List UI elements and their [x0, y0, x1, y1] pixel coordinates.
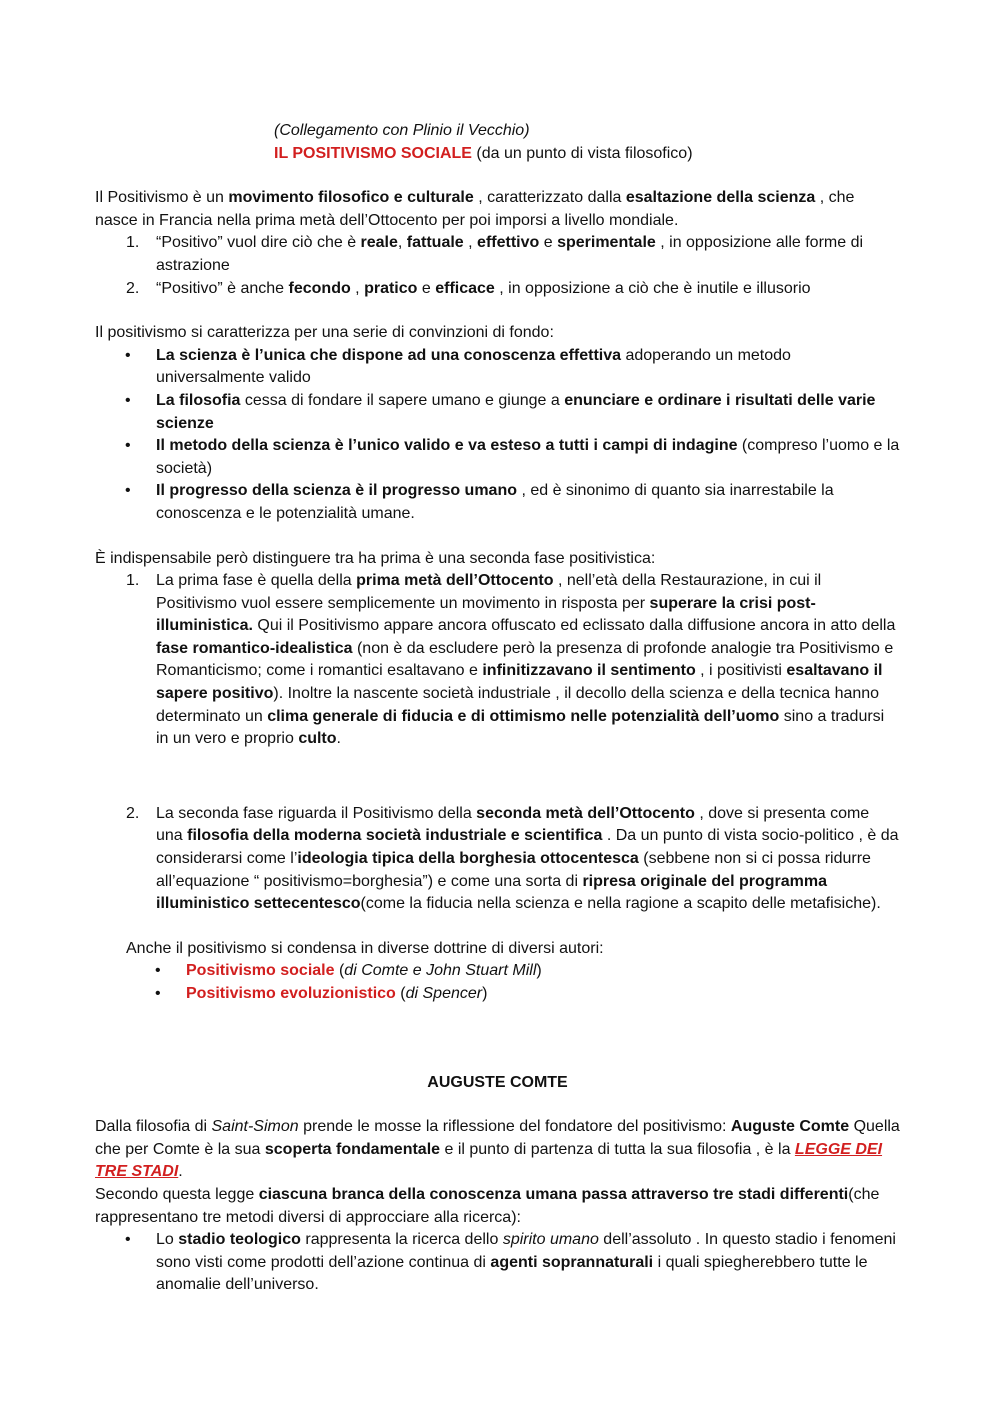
positivo-list [95, 232, 900, 300]
doctrines-list [95, 960, 900, 1005]
title-red: IL POSITIVISMO SOCIALE [274, 144, 472, 162]
comte-paragraph: Dalla filosofia di Saint-Simon prende le mosse la riflessione del fondatore del positivismo: Auguste Comte Quella che per Comte è la sua scoperta fondamentale e il punto di partenza di tutta la sua filosofia , è la LEGGE DEI TRE STADI. [95, 1118, 900, 1181]
list-item: • La scienza è l’unica che dispone ad una conoscenza effettiva adoperando un metodo universalmente valido [125, 346, 791, 387]
list-item: 2. “Positivo” è anche fecondo , pratico e efficace , in opposizione a ciò che è inutile e illusorio [126, 279, 811, 297]
list-item: • Il metodo della scienza è l’unico valido e va esteso a tutti i campi di indagine (compreso l’uomo e la società) [125, 437, 900, 477]
header-subtitle: (Collegamento con Plinio il Vecchio) [274, 122, 530, 139]
stages-list [95, 1229, 900, 1297]
list-item: 1. La prima fase è quella della prima metà dell’Ottocento , nell’età della Restaurazione, in cui il Positivismo vuol essere semplicemente un movimento in risposta per superare la crisi post-illuministica. Qui il Positivismo appare ancora offuscato ed eclissato dalla diffusione ancora in atto della fase romantico-idealistica (non è da escludere però la presenza di profonde analogie tra Positivismo e Romanticismo; come i romantici esaltavano e infinitizzavano il sentimento , i positivisti esaltavano il sapere positivo). Inoltre la nascente società industriale , il decollo della scienza e della tecnica hanno determinato un clima generale di fiducia e di ottimismo nelle potenzialità dell’uomo sino a tradursi in un vero e proprio culto. [126, 572, 896, 748]
list-item: • La filosofia cessa di fondare il sapere umano e giunge a enunciare e ordinare i risultati delle varie scienze [125, 391, 876, 432]
phases-list-2 [95, 803, 900, 916]
comte-heading: AUGUSTE COMTE [427, 1073, 568, 1091]
intro-paragraph: Il Positivismo è un movimento filosofico e culturale , caratterizzato dalla esaltazione della scienza , che nasce in Francia nella prima metà dell’Ottocento per poi imporsi a livello mondiale. [95, 189, 855, 229]
law-three-stages: LEGGE DEI TRE STADI [95, 1140, 883, 1181]
list-item: • Lo stadio teologico rappresenta la ricerca dello spirito umano dell’assoluto . In questo stadio i fenomeni sono visti come prodotti dell’azione continua di agenti soprannaturali i quali spiegherebbero tutte le anomalie dell’universo. [125, 1231, 896, 1294]
list-item: 2. La seconda fase riguarda il Positivismo della seconda metà dell’Ottocento , dove si presenta come una filosofia della moderna società industriale e scientifica . Da un punto di vista socio-politico , è da considerarsi come l’ideologia tipica della borghesia ottocentesca (sebbene non si ci possa ridurre all’equazione “ positivismo=borghesia”) e come una sorta di ripresa originale del programma illuministico settecentesco(come la fiducia nella scienza e nella ragione a scapito delle metafisiche). [126, 804, 899, 913]
convictions-list [95, 345, 900, 526]
list-item: • Il progresso della scienza è il progresso umano , ed è sinonimo di quanto sia inarrestabile la conoscenza e le potenzialità umane. [125, 482, 834, 522]
law-paragraph: Secondo questa legge ciascuna branca della conoscenza umana passa attraverso tre stadi differenti(che rappresentano tre metodi diversi di approcciare alla ricerca): [95, 1185, 880, 1226]
list-item: 1. “Positivo” vuol dire ciò che è reale, fattuale , effettivo e sperimentale , in opposizione alle forme di astrazione [126, 234, 864, 274]
list-item: • Positivismo evoluzionistico (di Spencer) [155, 985, 488, 1002]
phases-intro: È indispensabile però distinguere tra ha prima è una seconda fase positivistica: [95, 549, 656, 567]
document-title: IL POSITIVISMO SOCIALE (da un punto di vista filosofico) [274, 144, 693, 162]
doctrines-intro: Anche il positivismo si condensa in diverse dottrine di diversi autori: [126, 939, 604, 957]
phases-list [95, 570, 900, 751]
list-item: • Positivismo sociale (di Comte e John Stuart Mill) [155, 962, 542, 980]
convictions-intro: Il positivismo si caratterizza per una serie di convinzioni di fondo: [95, 324, 554, 342]
